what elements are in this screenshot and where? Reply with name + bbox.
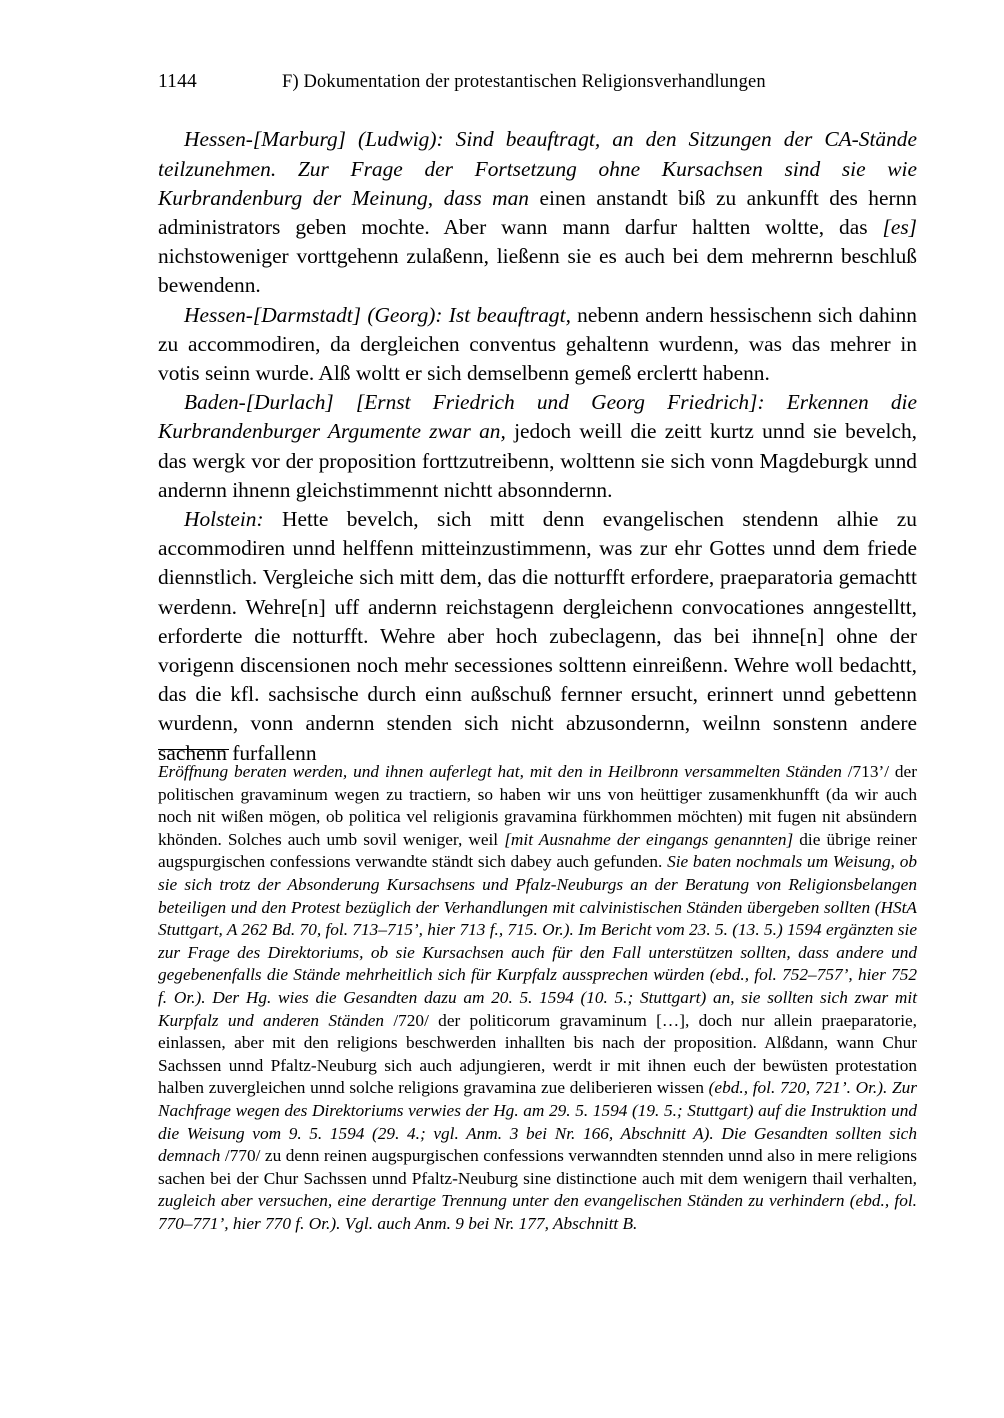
footnote-segment-2: [mit Ausnahme der eingangs genannten] [504,829,794,849]
footnote-segment-4: Sie baten nochmals um Weisung, ob sie sich trotz der Absonderung Kursachsens und Pfalz-Neuburgs an der Beratung von Religionsbelangen beteiligen und den Protest bezüglich der Verhandlungen mit calvinistischen Ständen übergeben sollten (HStA Stuttgart, A 262 Bd. 70, fol. 713–715’, hier 713 f., 715. Or.). Im Bericht vom 23. 5. (13. 5.) 1594 ergänzten sie zur Frage des Direktoriums, ob sie Kursachsen auch für den Fall unterstützen sollten, dass andere und gegebenenfalls die Stände mehrheitlich sich für Kurpfalz aussprechen würden (ebd., fol. 752–757’, hier 752 f. Or.). Der Hg. wies die Gesandten dazu am 20. 5. 1594 (10. 5.; Stuttgart) an, sie sollten sich zwar mit Kurpfalz und anderen Ständen [158,852,917,1030]
footnote-text [158,761,917,1235]
footnote-segment-1: /713’/ der politischen gravaminum wegen zu tractiern, so haben wir uns von heüttiger zusamenkhunfft (da wir auch noch nit wißen mögen, ob politica vel religionis gravamina fürkhommen möchten) mit fugen nit absündern khönden. Solches auch umb sovil weniger, weil [158,762,917,849]
running-head [158,70,917,94]
footnote-segment-3: die übrige reiner augspurgischen confessions verwandte ständt sich dabey auch gefunden. [158,829,917,872]
footnote-segment-0: Eröffnung beraten werden, und ihnen auferlegt hat, mit den in Heilbronn versammelten Ständen [158,762,842,781]
speaker-baden-durlach: Baden-[Durlach] [Ernst Friedrich und Georg Friedrich]: Erkennen die Kurbrandenburger Argumente zwar an, [158,390,917,444]
editorial-insertion-es: [es] [882,214,917,239]
footnote-paragraph [158,761,917,1235]
paragraph-hessen-marburg-text: einen anstandt biß zu ankunfft des hernn administrators geben mochte. Aber wann mann darfur haltten woltte, das [158,185,917,239]
paragraph-hessen-darmstadt [158,301,917,389]
speaker-hessen-darmstadt: Hessen-[Darmstadt] (Georg): Ist beauftragt, [184,302,571,327]
paragraph-baden-durlach [158,388,917,505]
footnote-segment-6: (ebd., fol. 720, 721’. Or.). Zur Nachfrage wegen des Direktoriums verwies der Hg. am 29. 5. 1594 (19. 5.; Stuttgart) auf die Instruktion und die Weisung vom 9. 5. 1594 (29. 4.; vgl. Anm. 3 bei Nr. 166, Abschnitt A). Die Gesandten sollten sich demnach [158,1078,918,1166]
paragraph-hessen-darmstadt-text: nebenn andern hessischenn sich dahinn zu accommodiren, da dergleichen conventus gehaltenn wurdenn, was das mehrer in votis seinn wurde. Alß woltt er sich demselbenn gemeß erclertt habenn. [158,302,917,385]
paragraph-hessen-marburg [158,125,917,300]
paragraph-baden-durlach-text: jedoch weill die zeitt kurtz unnd sie bevelch, das wergk vor der proposition forttzutreibenn, wolttenn sie sich vonn Magdeburgk unnd andernn ihnenn gleichstimmennt nichtt absonndernn. [158,419,917,502]
page-content [158,70,917,768]
footnote-segment-8: , zugleich aber versuchen, eine derartige Trennung unter den evangelischen Ständen zu verhindern (ebd., fol. 770–771’, hier 770 f. Or.). Vgl. auch Anm. 9 bei Nr. 177, Abschnitt B. [158,1168,917,1233]
page-number: 1144 [158,71,197,92]
body-text [158,125,917,767]
footnote-separator-rule [158,749,229,750]
speaker-holstein: Holstein: [184,507,264,532]
speaker-hessen-marburg: Hessen-[Marburg] (Ludwig): Sind beauftragt, an den Sitzungen der CA-Stände teilzunehmen. Zur Frage der Fortsetzung ohne Kursachsen sind sie wie Kurbrandenburg der Meinung, dass man [158,127,917,210]
paragraph-hessen-marburg-tail: nichstoweniger vorttgehenn zulaßenn, ließenn sie es auch bei dem mehrernn beschluß bewendenn. [158,244,917,298]
footnote-segment-5: /720/ der politicorum gravaminum […], doch nur allein praeparatorie, einlassen, aber mit den religions beschwerden inhallten bis nach der proposition. Alßdann, wann Chur Sachssen unnd Pfaltz-Neuburg sich auch adjungieren, werdt ir mit ihnen euch der bewüsten protestation halben zuvergleichen unnd solche religions gravamina zue deliberieren wissen [158,1010,917,1098]
paragraph-holstein [158,505,917,768]
running-head-title: F) Dokumentation der protestantischen Religionsverhandlungen [282,72,766,92]
footnote-segment-7: /770/ zu denn reinen augspurgischen confessions verwanndten stennden unnd also in mere religions sachen bei der Chur Sachssen unnd Pfaltz-Neuburg sine distinctione auch mit dem wenigern thail verhalten [158,1146,917,1188]
footnote-zone [158,749,917,1235]
paragraph-holstein-text: Hette bevelch, sich mitt denn evangelischen stendenn alhie zu accommodiren unnd helffenn mitteinzustimmenn, was zur ehr Gottes unnd dem friede diennstlich. Vergleiche sich mitt dem, das die notturfft erfordere, praeparatoria gemachtt werdenn. Wehre[n] uff andernn reichstagenn dergleichenn convocationes anngestelltt, erforderte die notturfft. Wehre aber hoch zubeclagenn, das bei ihnne[n] ohne der vorigenn discensionen noch mehr secessiones solttenn einreißenn. Wehre woll bedachtt, das die kfl. sachsische durch einn außschuß fernner ersucht, erinnert unnd gebettenn wurdenn, vonn andernn stenden sich nicht abzusondernn, weilnn sonstenn andere sachenn furfallenn [158,507,917,765]
